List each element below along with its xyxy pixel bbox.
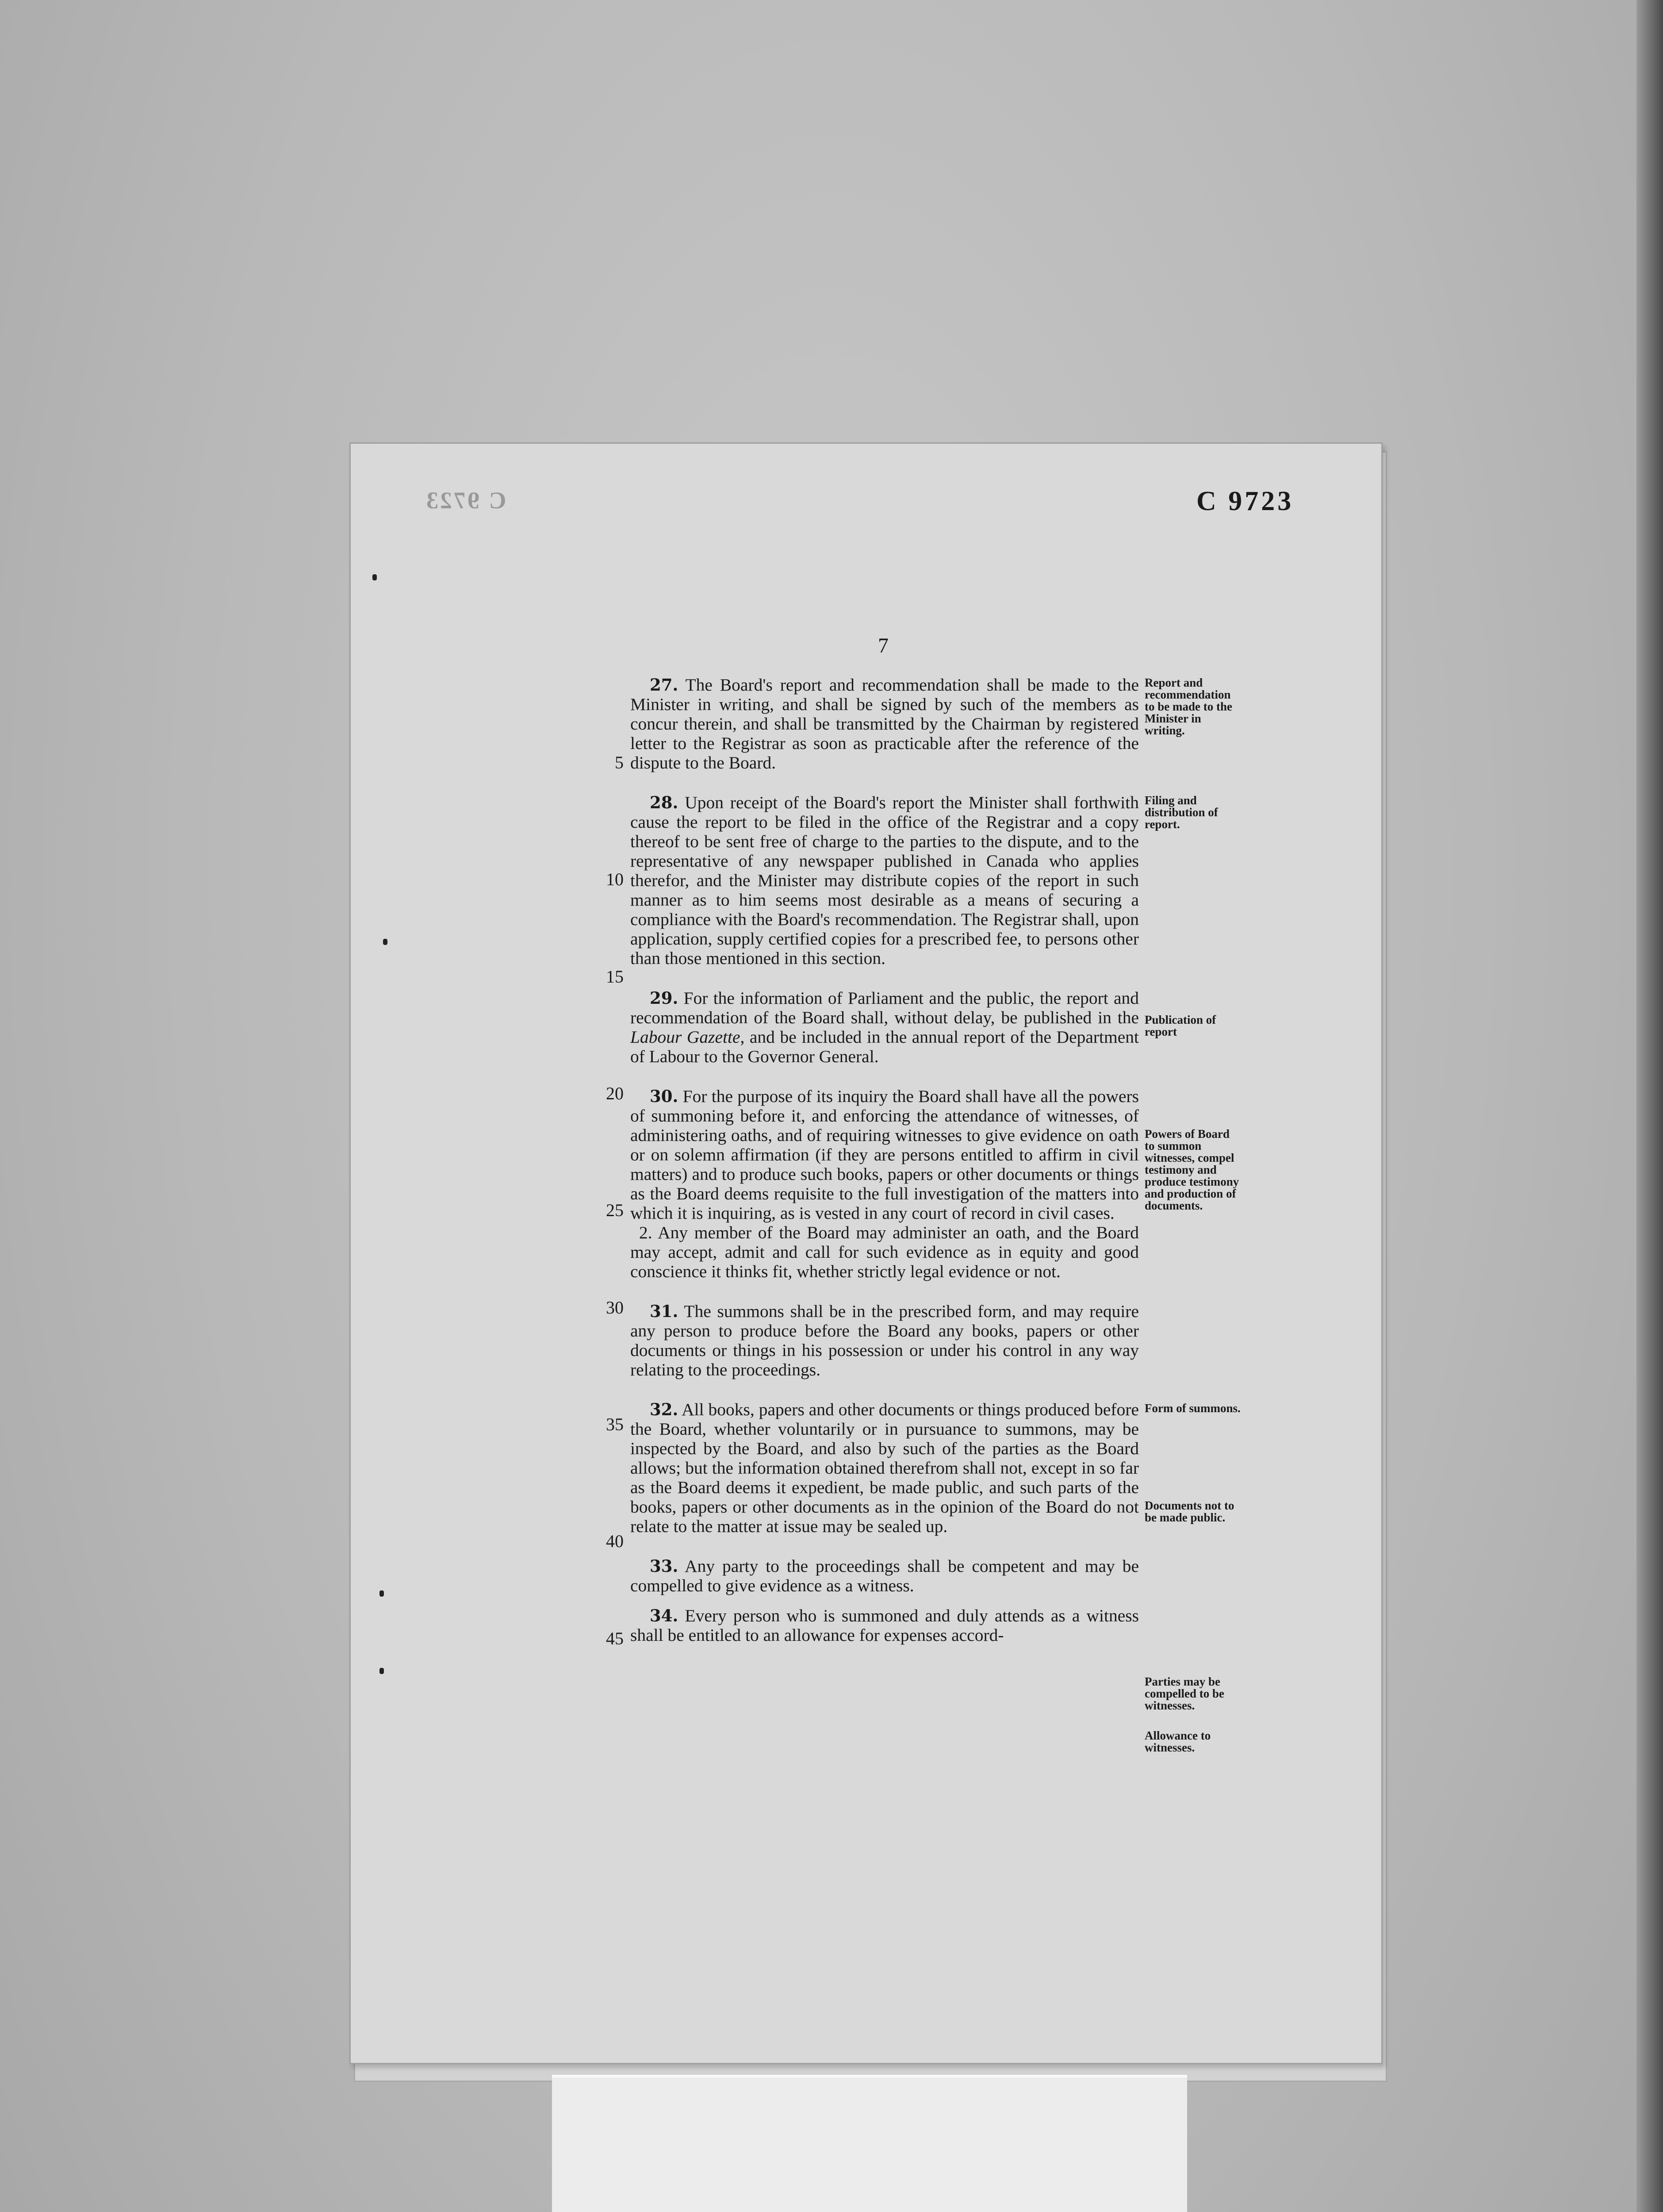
section-number: 32. [650, 1400, 678, 1419]
margin-mark [379, 1590, 384, 1597]
marginal-note: Form of summons. [1145, 1402, 1241, 1415]
marginal-note: Filing and distribution of report. [1145, 794, 1218, 831]
marginal-note: Report and recommendation to be made to the Minister in writing. [1145, 676, 1232, 737]
line-number: 30 [606, 1298, 624, 1317]
section-text: Upon receipt of the Board's report the Minister shall forthwith cause the report to be filed in the office of the Registrar and a copy thereof to be sent free of charge to the parties to the dispute, and to the representative of any newspaper published in Canada who applies therefor, and the Minister may distribute copies of the report in such manner as to him seems most desirable as a means of securing a compliance with the Board's recommendation. The Registrar shall, upon application, supply certified copies for a prescribed fee, to persons other than those mentioned in this section. [630, 793, 1139, 968]
section-32 [630, 1400, 1139, 1536]
section-text: The summons shall be in the prescribed form, and may require any person to produce before the Board any books, papers or other documents or things in his possession or under his control in any way relating to the proceedings. [630, 1302, 1139, 1379]
section-paragraph [630, 1087, 1139, 1223]
section-paragraph [630, 1606, 1139, 1645]
section-paragraph [630, 988, 1139, 1066]
margin-mark [383, 939, 387, 945]
section-paragraph [630, 675, 1139, 772]
section-number: 28. [650, 793, 678, 812]
line-number: 35 [606, 1414, 624, 1434]
margin-mark [379, 1668, 384, 1674]
line-number: 20 [606, 1083, 624, 1103]
section-text: For the information of Parliament and the public, the report and recommendation of the Board shall, without delay, be published in the Labour Gazette, and be included in the annual report of the Department of Labour to the Governor General. [630, 988, 1139, 1066]
page-number: 7 [878, 634, 889, 657]
section-27 [630, 675, 1139, 772]
section-34 [630, 1606, 1139, 1645]
marginal-note: Powers of Board to summon witnesses, compel testimony and produce testimony and production of documents. [1145, 1127, 1239, 1212]
section-number: 34. [650, 1606, 678, 1625]
line-number: 5 [615, 753, 624, 772]
section-28 [630, 793, 1139, 968]
periodical-title: Labour Gazette [630, 1027, 740, 1047]
section-31 [630, 1302, 1139, 1379]
marginal-note: Allowance to witnesses. [1145, 1729, 1211, 1754]
section-text: For the purpose of its inquiry the Board shall have all the powers of summoning before it, and enforcing the attendance of witnesses, of administering oaths, and of requiring witnesses to give evidence on oath or on solemn affirmation (if they are persons entitled to affirm in civil matters) and to produce such books, papers or other documents or things as the Board deems requisite to the full investigation of the matters into which it is inquiring, as is vested in any court of record in civil cases. [630, 1087, 1139, 1223]
line-number: 40 [606, 1531, 624, 1551]
section-text: All books, papers and other documents or things produced before the Board, whether voluntarily or in pursuance to summons, may be inspected by the Board, and also by such of the parties as the Board allows; but the information obtained therefrom shall not, except in so far as the Board deems it expedient, be made public, and such parts of the books, papers or other documents as in the opinion of the Board do not relate to the matter at issue may be sealed up. [630, 1400, 1139, 1536]
line-number: 10 [606, 869, 624, 889]
section-number: 29. [650, 988, 678, 1008]
statute-text [630, 675, 1139, 1665]
section-number: 31. [650, 1302, 678, 1321]
section-number: 30. [650, 1087, 678, 1106]
section-33 [630, 1556, 1139, 1595]
section-paragraph [630, 1556, 1139, 1595]
line-number: 25 [606, 1200, 624, 1220]
line-number: 45 [606, 1628, 624, 1648]
margin-mark [372, 574, 377, 580]
section-number: 33. [650, 1556, 678, 1576]
catalog-number-bleedthrough: C 9723 [425, 487, 506, 514]
marginal-note: Parties may be compelled to be witnesses. [1145, 1675, 1224, 1712]
section-paragraph [630, 1302, 1139, 1379]
marginal-note: Publication of report [1145, 1013, 1216, 1038]
catalog-number: C 9723 [1196, 486, 1294, 516]
section-29 [630, 988, 1139, 1066]
section-number: 27. [650, 675, 678, 695]
collection-label-card [552, 2075, 1187, 2212]
section-text: Any party to the proceedings shall be competent and may be compelled to give evidence as a witness. [630, 1556, 1139, 1595]
section-text: The Board's report and recommendation shall be made to the Minister in writing, and shall be signed by such of the members as concur therein, and shall be transmitted by the Chairman by registered letter to the Registrar as soon as practicable after the reference of the dispute to the Board. [630, 675, 1139, 772]
line-number: 15 [606, 967, 624, 987]
film-edge [1636, 0, 1663, 2212]
section-30 [630, 1087, 1139, 1281]
section-paragraph [630, 793, 1139, 968]
marginal-note: Documents not to be made public. [1145, 1499, 1234, 1524]
section-paragraph [630, 1400, 1139, 1536]
subsection-paragraph: 2. Any member of the Board may administer an oath, and the Board may accept, admit and call for such evidence as in equity and good conscience it thinks fit, whether strictly legal evidence or not. [630, 1223, 1139, 1281]
section-text: Every person who is summoned and duly attends as a witness shall be entitled to an allowance for expenses accord- [630, 1606, 1139, 1645]
